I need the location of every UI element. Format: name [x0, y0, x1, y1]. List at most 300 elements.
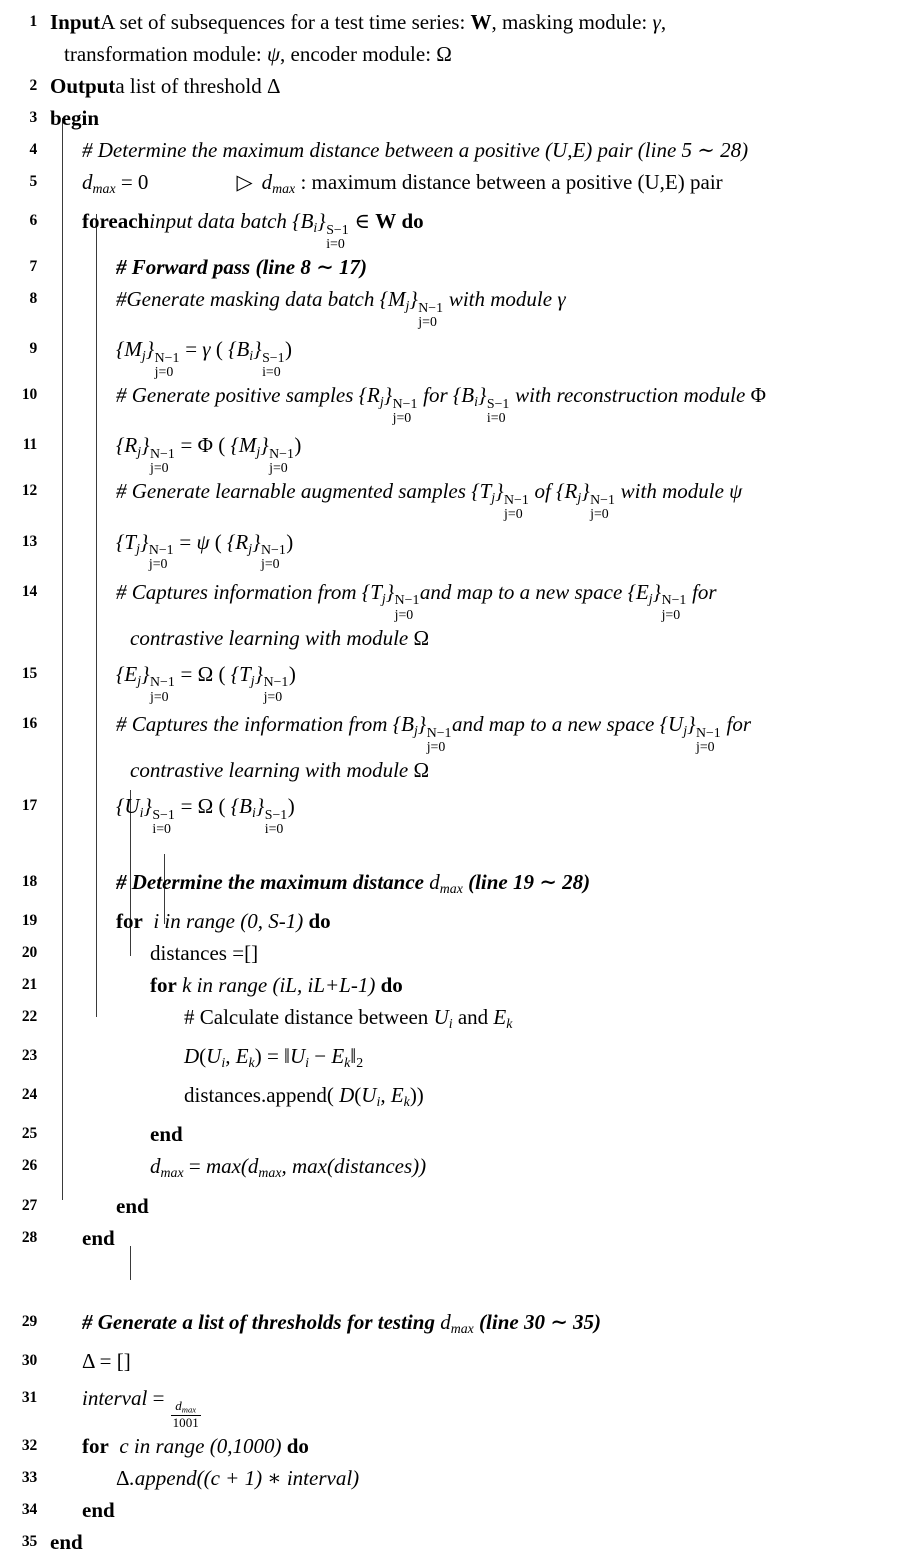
d-function: D — [184, 1044, 200, 1069]
set-m-notation — [379, 287, 444, 330]
for-range-text: i in range (0, S-1) — [153, 909, 304, 933]
set-open: {R — [116, 433, 138, 458]
line-number: 24 — [21, 1086, 37, 1104]
set-sub: j=0 — [661, 606, 681, 622]
set-close: } — [409, 287, 418, 312]
set-limits — [662, 593, 687, 621]
set-index: j — [683, 722, 688, 738]
set-close: } — [581, 479, 590, 504]
e-subscript: k — [506, 1016, 513, 1032]
set-open: {E — [116, 661, 138, 686]
comment-pre: #Generate masking data batch — [116, 287, 380, 312]
comment-mid: and map to a new space — [419, 579, 628, 604]
paren-open: ( — [199, 1044, 207, 1069]
paren-close: ) — [285, 337, 293, 362]
set-open: {T — [116, 529, 137, 554]
vertical-gap-2 — [0, 1254, 908, 1306]
set-close: } — [687, 711, 696, 736]
comment-pre: # Determine the maximum distance — [116, 869, 430, 894]
line-content — [46, 425, 908, 475]
comment-post: with module — [615, 479, 730, 504]
line-number: 9 — [29, 340, 37, 358]
set-sup: S−1 — [326, 221, 349, 237]
algo-line-30 — [0, 1345, 908, 1377]
e-var: E — [493, 1005, 507, 1029]
comment-mid: and — [452, 1005, 494, 1029]
algo-line-6 — [0, 205, 908, 251]
set-sub: j=0 — [394, 606, 414, 622]
minus: − — [308, 1044, 332, 1069]
function-symbol: ψ — [196, 529, 210, 554]
comment-post: (line 30 ∼ 35) — [473, 1309, 602, 1334]
var-w: W — [470, 10, 492, 34]
set-index: j — [648, 590, 653, 606]
set-open: {E — [627, 579, 649, 604]
output-text: a list of threshold — [115, 74, 268, 98]
algo-line-7 — [0, 251, 908, 283]
omega-symbol: Ω — [413, 757, 430, 782]
set-r-notation — [358, 383, 418, 426]
algo-line-28 — [0, 1222, 908, 1254]
e-var: E — [235, 1044, 249, 1069]
fraction-numerator — [171, 1399, 201, 1416]
e-subscript: k — [403, 1094, 410, 1110]
psi-symbol: ψ — [266, 42, 281, 66]
line-content — [46, 1150, 908, 1189]
algo-line-34 — [0, 1494, 908, 1526]
line-number: 19 — [21, 912, 37, 929]
line-number: 21 — [21, 976, 37, 993]
line-number: 34 — [21, 1501, 37, 1519]
end-keyword: end — [82, 1498, 115, 1523]
line-content — [46, 205, 908, 251]
dmax-var-2: d — [247, 1154, 259, 1179]
set-limits — [261, 543, 286, 571]
set-sup: N−1 — [154, 350, 180, 366]
set-index: j — [577, 490, 582, 506]
function-symbol: Ω — [197, 661, 214, 686]
paren-open: ( — [212, 433, 231, 458]
comment-wrap-text: contrastive learning with module — [130, 625, 414, 650]
set-close: } — [143, 793, 152, 818]
dmax-subscript: max — [450, 1320, 474, 1336]
comment-pre: # Captures information from — [116, 579, 362, 604]
set-sub: j=0 — [269, 460, 288, 476]
line-number: 15 — [21, 664, 37, 682]
algo-line-13 — [0, 522, 908, 572]
line-content — [46, 1222, 908, 1254]
input-wrap-b: , encoder module: — [280, 42, 437, 66]
comment-wrap-text: contrastive learning with module — [130, 757, 414, 782]
end-keyword: end — [150, 1122, 183, 1147]
set-index: i — [139, 804, 144, 820]
set-b-notation — [452, 383, 510, 426]
set-open: {R — [227, 529, 249, 554]
dmax-var: d — [440, 1309, 451, 1334]
line-number: 4 — [29, 141, 37, 158]
algo-line-19 — [0, 905, 908, 937]
algo-line-27 — [0, 1190, 908, 1222]
line-content — [46, 329, 908, 379]
set-open: {M — [116, 337, 142, 362]
input-wrap-a: transformation module: — [64, 42, 267, 66]
paren-open: ( — [354, 1083, 362, 1108]
set-t-notation — [361, 579, 420, 622]
set-sub: j=0 — [426, 738, 446, 754]
line-number: 17 — [21, 796, 37, 814]
e-subscript: k — [248, 1055, 255, 1071]
set-close: } — [478, 383, 487, 408]
lhs-set — [116, 337, 180, 380]
set-sub: i=0 — [486, 410, 506, 426]
algo-line-17 — [0, 786, 908, 836]
element-of: ∈ — [349, 209, 376, 234]
set-limits — [393, 397, 418, 425]
line-content — [46, 283, 908, 329]
line-number: 8 — [29, 290, 37, 308]
line-content — [46, 251, 908, 283]
set-sub: j=0 — [263, 688, 283, 704]
append-expression: .append((c + 1) ∗ interval) — [129, 1466, 360, 1491]
line-number: 35 — [21, 1533, 37, 1551]
algo-line-20 — [0, 937, 908, 969]
norm-close: ‖ — [350, 1044, 357, 1069]
comment-pre: # Generate a list of thresholds for testing — [82, 1309, 441, 1334]
interval-fraction — [171, 1399, 201, 1430]
line-number: 27 — [21, 1196, 37, 1214]
e-subscript-2: k — [344, 1055, 351, 1071]
note-dmax-subscript: max — [272, 181, 296, 197]
line-number: 1 — [29, 13, 37, 30]
input-text-b: , masking module: — [491, 10, 653, 34]
line-content — [46, 1040, 908, 1079]
interval-var: interval — [82, 1385, 148, 1410]
set-sub: i=0 — [152, 820, 171, 836]
equals: = — [174, 529, 197, 554]
comment-mid: of — [529, 479, 557, 504]
set-open: {U — [659, 711, 684, 736]
for-keyword: for — [116, 909, 143, 933]
equals: = — [175, 433, 198, 458]
set-limits — [395, 593, 420, 621]
paren-open: ( — [213, 793, 231, 818]
set-sub: j=0 — [590, 506, 609, 522]
set-sub: j=0 — [418, 314, 437, 330]
omega-symbol: Ω — [436, 42, 452, 66]
line-content — [46, 937, 908, 969]
line-content — [46, 654, 908, 704]
set-u-notation — [659, 711, 722, 754]
paren-close: ) — [288, 661, 296, 686]
algo-line-21 — [0, 969, 908, 1001]
dmax-assignment — [82, 170, 149, 197]
dmax-subscript: max — [181, 1404, 197, 1415]
do-keyword: do — [308, 909, 331, 933]
for-range-text: k in range (iL, iL+L-1) — [182, 973, 376, 997]
set-limits — [150, 675, 175, 703]
function-symbol: γ — [202, 337, 211, 362]
set-index: j — [379, 394, 384, 410]
u-subscript: i — [221, 1055, 226, 1071]
var-w: W — [375, 209, 397, 234]
dmax-var: d — [175, 1398, 182, 1414]
line-number: 22 — [21, 1008, 37, 1025]
paren-open: ( — [209, 529, 227, 554]
u-var-2: U — [289, 1044, 306, 1069]
comma: , — [380, 1083, 391, 1108]
set-sup: N−1 — [661, 592, 687, 608]
u-subscript: i — [448, 1016, 453, 1032]
comment-post: for — [721, 711, 751, 736]
set-sub: j=0 — [150, 460, 169, 476]
set-sub: j=0 — [154, 364, 174, 380]
norm-order: 2 — [356, 1055, 364, 1071]
set-close: } — [145, 337, 155, 362]
set-open: {B — [228, 337, 250, 362]
lhs-set — [116, 433, 175, 476]
do-keyword: do — [380, 973, 403, 997]
u-var: U — [361, 1083, 377, 1108]
set-sup: N−1 — [150, 446, 175, 462]
set-close: } — [255, 793, 265, 818]
set-limits — [504, 493, 529, 521]
line-number: 2 — [29, 77, 37, 94]
algo-line-2 — [0, 70, 908, 102]
omega-symbol: Ω — [413, 625, 430, 650]
lhs-set — [116, 529, 174, 572]
dmax-subscript: max — [92, 181, 116, 197]
equals: = — [261, 1044, 285, 1069]
for-keyword: for — [150, 973, 177, 997]
line-content — [46, 1430, 908, 1462]
set-sup: N−1 — [148, 542, 174, 558]
e-var-2: E — [331, 1044, 345, 1069]
max-outer: max( — [205, 1154, 248, 1179]
line-content — [46, 1001, 908, 1040]
set-close: } — [141, 433, 150, 458]
line-content — [46, 102, 908, 134]
set-index: j — [491, 490, 496, 506]
psi-symbol: ψ — [729, 479, 743, 504]
algo-line-15 — [0, 654, 908, 704]
algo-line-8 — [0, 283, 908, 329]
set-t-notation — [471, 479, 529, 522]
algo-line-32 — [0, 1430, 908, 1462]
set-index: j — [141, 348, 146, 364]
rhs-set — [230, 793, 288, 836]
line-content — [46, 1526, 908, 1558]
algo-line-1 — [0, 6, 908, 70]
equals: = — [175, 661, 198, 686]
line-content — [46, 6, 908, 70]
u-var: U — [206, 1044, 222, 1069]
lhs-set — [116, 793, 175, 836]
line-number: 29 — [21, 1312, 37, 1330]
paren-close: ) — [286, 529, 294, 554]
comment-post: with module — [443, 287, 558, 312]
paren-open: ( — [210, 337, 229, 362]
comment-pre: # Generate positive samples — [116, 383, 359, 408]
set-sup: N−1 — [590, 492, 615, 508]
set-index: j — [137, 444, 142, 460]
delta-symbol: Δ — [267, 74, 281, 98]
line-content — [46, 522, 908, 572]
set-sub: j=0 — [695, 738, 715, 754]
set-open: {M — [379, 287, 406, 312]
foreach-keyword: foreach — [82, 209, 150, 234]
line-content — [46, 166, 908, 205]
comment-text: # Forward pass (line 8 ∼ 17) — [116, 255, 367, 280]
algo-line-25 — [0, 1118, 908, 1150]
set-open: {B — [292, 209, 314, 234]
line-number: 13 — [21, 532, 37, 550]
paren-close: ) — [254, 1044, 262, 1069]
delta-symbol: Δ — [116, 1466, 130, 1491]
gamma-symbol: γ — [557, 287, 566, 312]
vertical-gap-1 — [0, 836, 908, 866]
line-content — [46, 70, 908, 102]
dmax-subscript: max — [160, 1165, 184, 1181]
set-limits — [487, 397, 509, 425]
line-content — [46, 572, 908, 654]
line-number: 26 — [21, 1157, 37, 1175]
comment-mid: for — [417, 383, 453, 408]
set-open: {T — [471, 479, 492, 504]
norm-open: ‖ — [284, 1044, 290, 1069]
u-subscript: i — [376, 1094, 381, 1110]
paren-close: ) — [287, 793, 295, 818]
set-limits — [427, 726, 452, 754]
set-close: } — [254, 661, 264, 686]
set-open: {B — [452, 383, 475, 408]
u-var: U — [433, 1005, 449, 1029]
rhs-set — [227, 529, 286, 572]
comment-wrap-line — [116, 754, 908, 786]
set-limits — [264, 675, 289, 703]
set-sup: N−1 — [150, 674, 175, 690]
line-content — [46, 1345, 908, 1377]
set-b-notation — [392, 711, 452, 754]
algo-line-11 — [0, 425, 908, 475]
set-index: j — [381, 590, 386, 606]
set-index: j — [137, 672, 142, 688]
dmax-subscript: max — [439, 881, 463, 896]
set-close: } — [417, 711, 427, 736]
set-limits — [150, 447, 175, 475]
rhs-set — [230, 433, 294, 476]
set-open: {R — [556, 479, 578, 504]
set-index: j — [413, 722, 418, 738]
set-limits — [149, 543, 174, 571]
gamma-symbol: γ — [652, 10, 661, 34]
do-keyword: do — [401, 209, 424, 234]
set-b-notation — [292, 209, 349, 252]
set-limits — [265, 808, 287, 836]
function-symbol: Φ — [197, 433, 213, 458]
algo-line-5 — [0, 166, 908, 205]
algo-line-16 — [0, 704, 908, 786]
set-sub: i=0 — [326, 236, 345, 252]
algo-line-14 — [0, 572, 908, 654]
append-call: distances.append( — [184, 1083, 340, 1108]
comment-pre: # Generate learnable augmented samples — [116, 479, 472, 504]
set-index: j — [248, 540, 253, 556]
set-sup: N−1 — [269, 446, 294, 462]
line-number: 5 — [29, 173, 37, 190]
end-keyword: end — [116, 1193, 149, 1218]
equals: = — [94, 1348, 117, 1373]
line-content — [46, 1190, 908, 1222]
line-number: 28 — [21, 1228, 37, 1246]
paren-close: ) — [294, 433, 302, 458]
algo-line-31 — [0, 1377, 908, 1430]
set-sup: N−1 — [426, 724, 452, 740]
set-index: i — [252, 804, 256, 820]
line-content — [46, 866, 908, 905]
line-content — [46, 1462, 908, 1494]
set-close: } — [652, 579, 662, 604]
set-limits — [418, 301, 443, 329]
equals: = — [147, 1385, 170, 1410]
line-number: 18 — [21, 872, 37, 890]
set-close: } — [383, 383, 393, 408]
set-open: {B — [230, 793, 252, 818]
set-index: i — [474, 394, 478, 410]
line-number: 11 — [22, 436, 37, 454]
line-content — [46, 704, 908, 786]
d-function: D — [339, 1083, 355, 1108]
set-sub: j=0 — [150, 688, 169, 704]
set-limits — [262, 351, 284, 379]
comment-pre: # Calculate distance between — [184, 1005, 434, 1029]
comma: , — [225, 1044, 236, 1069]
lhs-set — [116, 661, 175, 704]
algo-line-29 — [0, 1306, 908, 1345]
set-sup: N−1 — [263, 674, 289, 690]
algo-line-12 — [0, 475, 908, 521]
algo-line-22 — [0, 1001, 908, 1040]
set-sub: j=0 — [148, 556, 168, 572]
line-number: 16 — [21, 714, 37, 732]
input-keyword: Input — [50, 10, 101, 34]
set-open: {T — [230, 661, 251, 686]
equals: = — [175, 793, 198, 818]
algo-line-35 — [0, 1526, 908, 1558]
set-close: } — [252, 529, 261, 554]
line-content — [46, 1079, 908, 1118]
set-index: j — [136, 540, 140, 556]
comment-text: # Determine the maximum distance between a positive (U,E) pair (line 5 ∼ 28) — [82, 138, 749, 162]
set-sub: j=0 — [392, 410, 412, 426]
output-keyword: Output — [50, 74, 116, 98]
set-index: i — [313, 220, 318, 236]
algo-line-26 — [0, 1150, 908, 1189]
set-index: j — [256, 444, 261, 460]
dmax-var: d — [429, 869, 440, 894]
set-sup: S−1 — [486, 396, 510, 412]
equals: = — [183, 1154, 206, 1179]
note-text: : maximum distance between a positive (U,E) pair — [295, 170, 723, 194]
algo-line-4 — [0, 134, 908, 166]
line-content — [46, 134, 908, 166]
line-content — [46, 786, 908, 836]
set-close: } — [385, 579, 395, 604]
line-content — [46, 1306, 908, 1345]
line-number: 10 — [21, 386, 37, 404]
set-sub: j=0 — [261, 556, 280, 572]
for-keyword: for — [82, 1434, 109, 1459]
line-number: 25 — [21, 1125, 37, 1143]
